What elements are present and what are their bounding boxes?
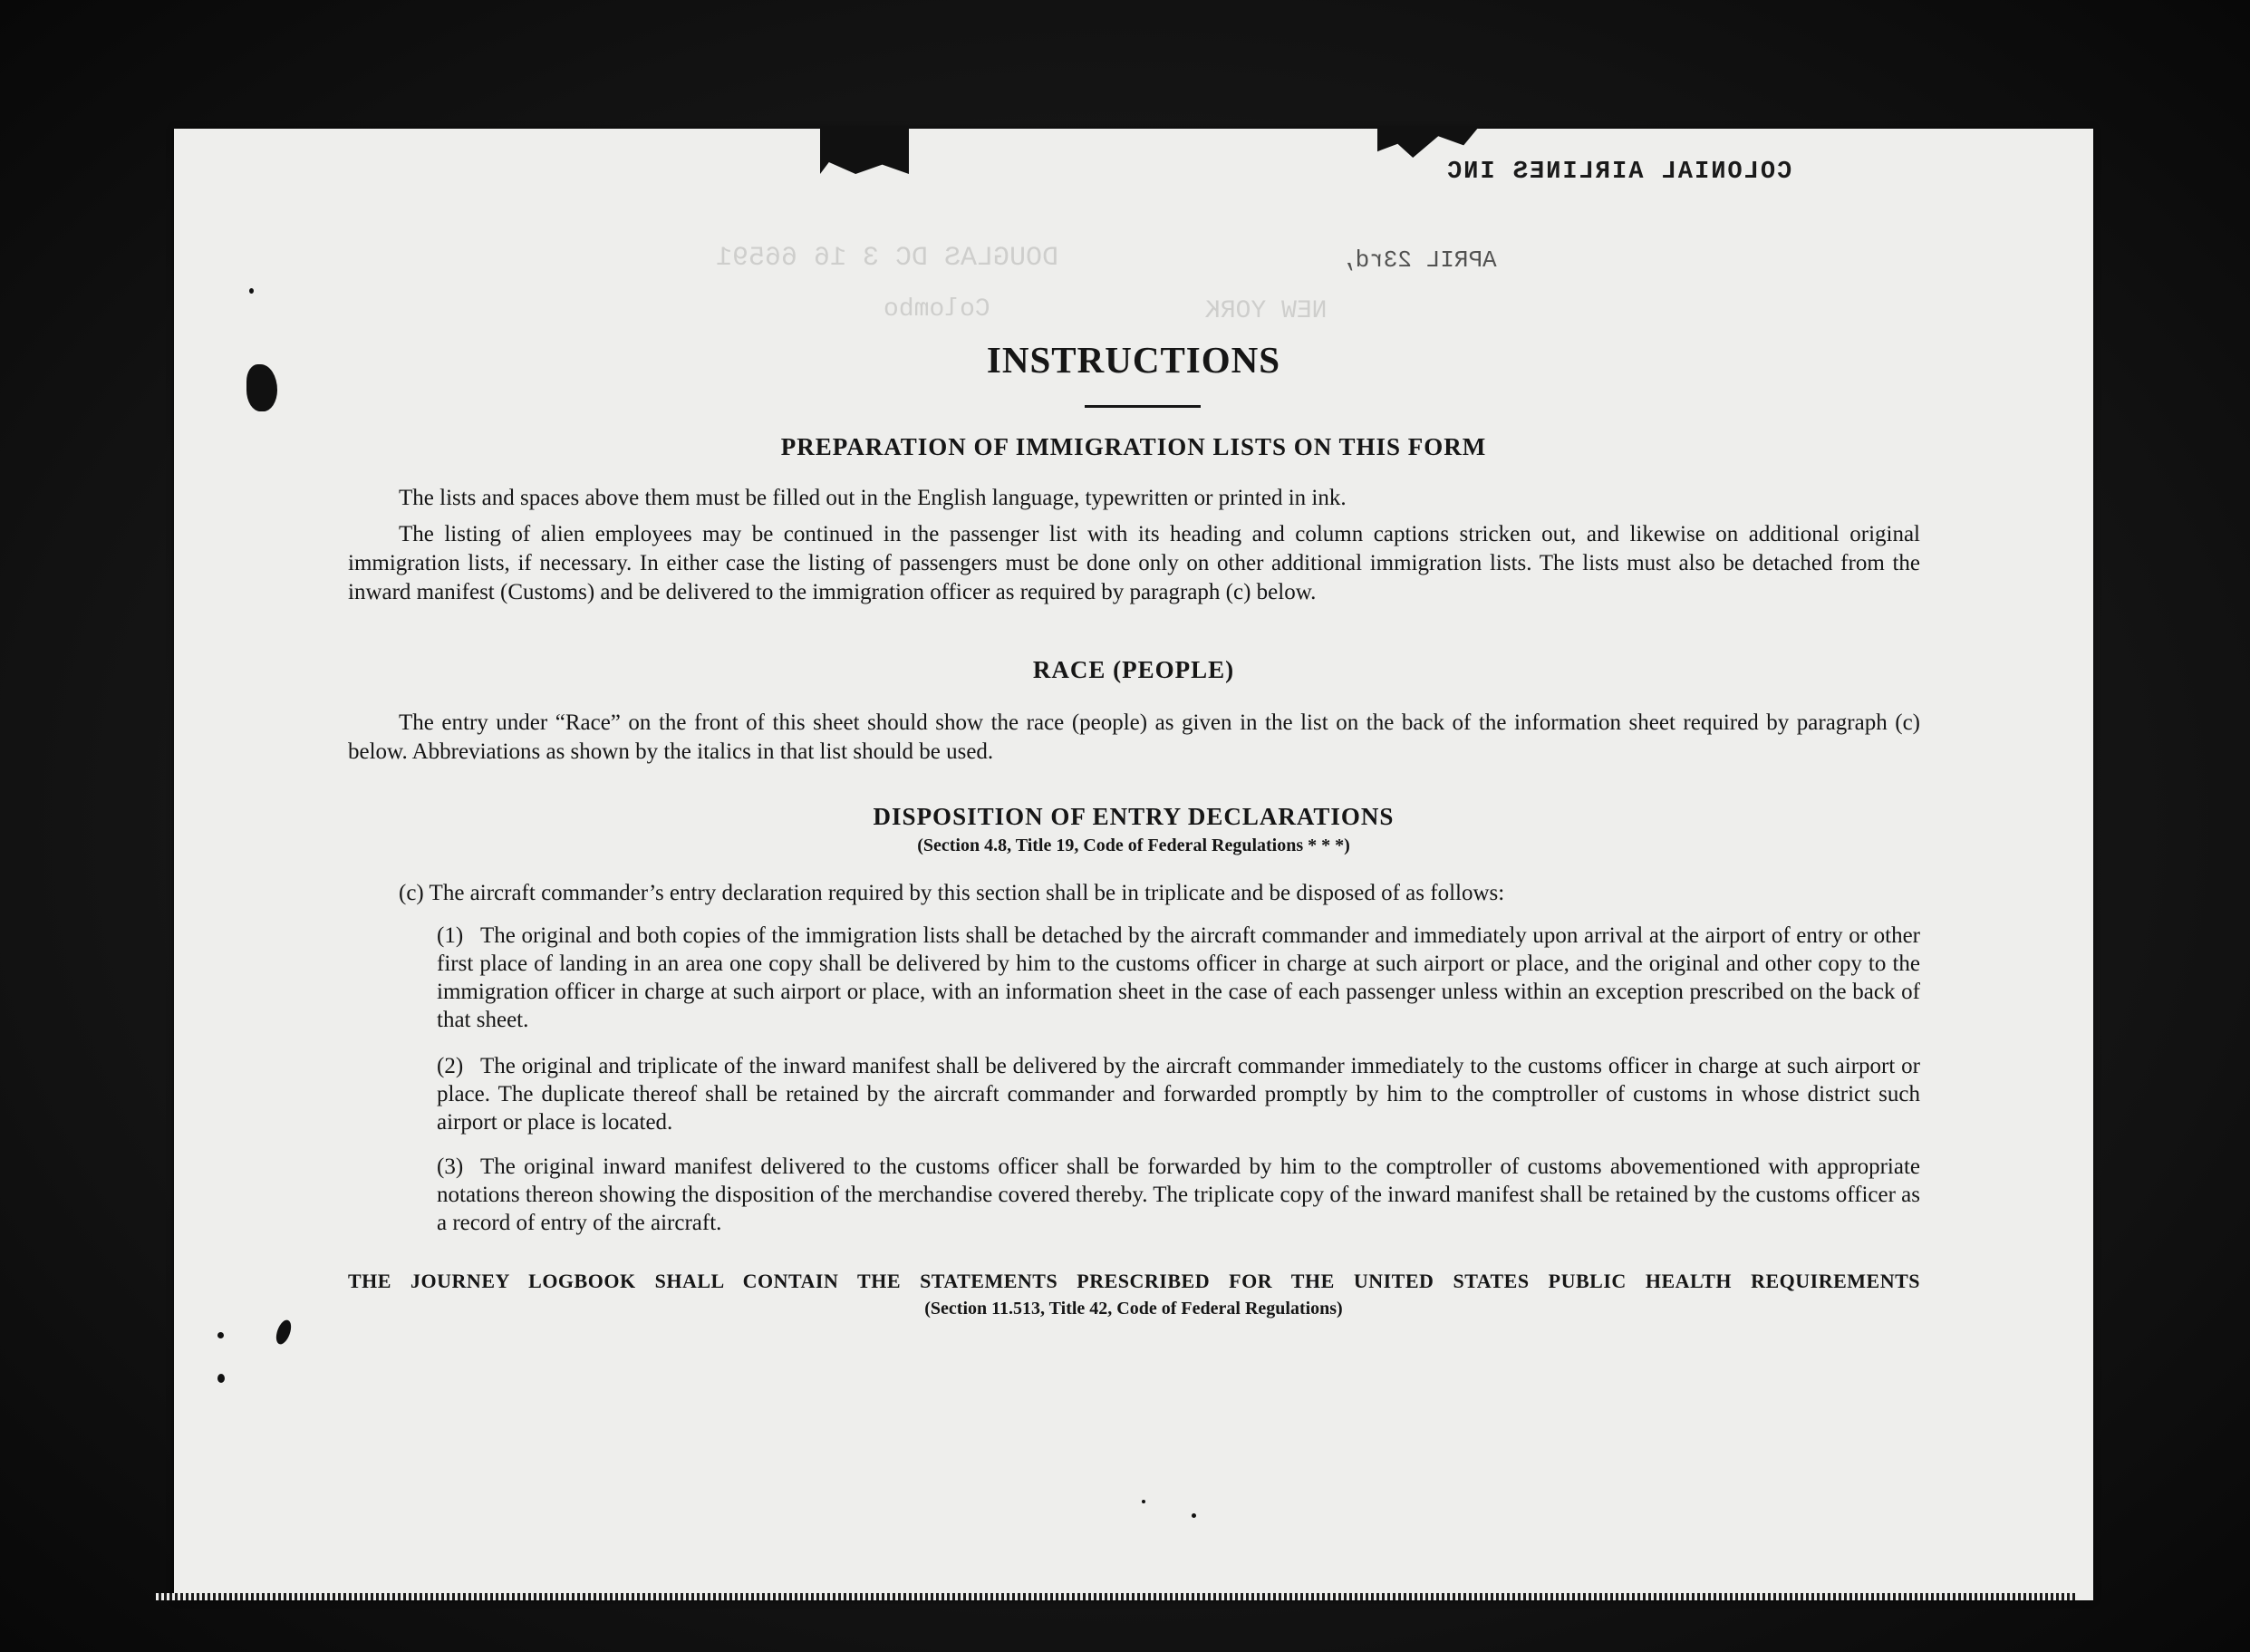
paragraph: The lists and spaces above them must be filled out in the English language, typewritten or printed in ink.: [399, 486, 1347, 510]
section-heading-disposition: DISPOSITION OF ENTRY DECLARATIONS: [873, 803, 1395, 830]
paragraph-intro: (c) The aircraft commander’s entry declaration required by this section shall be in triplicate and be disposed of as follows:: [399, 881, 1505, 905]
instructions-content: [174, 129, 2093, 1600]
page-title: INSTRUCTIONS: [986, 339, 1281, 381]
bleed-through-text: APRIL 23rd,: [1341, 246, 1497, 274]
paragraph: The listing of alien employees may be continued in the passenger list with its heading and column captions stricken out, and likewise on additional original immigration lists, if necessary. In either case the listing of passengers must be done only on other additional immigration lists. The lists must also be detached from the inward manifest (Customs) and be delivered to the immigration officer as required by paragraph (c) below.: [348, 522, 1920, 604]
speck: [217, 1332, 224, 1338]
speck: [217, 1374, 225, 1383]
list-item: [437, 1153, 1920, 1237]
bleed-through-text: NEW YORK: [1205, 297, 1328, 325]
paragraph: The entry under “Race” on the front of this sheet should show the race (people) as given in the list on the back of the information sheet required by paragraph (c) below. Abbreviations as shown by the italics in that list should be used.: [348, 710, 1920, 764]
speck: [249, 288, 254, 294]
bleed-through-text: Colombo: [884, 295, 990, 324]
title-rule: [1085, 405, 1201, 408]
list-item-number: (1): [437, 923, 464, 948]
list-item-text: The original and triplicate of the inward manifest shall be delivered by the aircraft commander immediately to the customs officer in charge at such airport or place. The duplicate thereof shall be retained by the aircraft commander and forwarded promptly by him to the comptroller of customs in whose district such airport or place is located.: [437, 1054, 1920, 1135]
bleed-through-text: DOUGLAS DC 3 16 66591: [716, 243, 1059, 274]
list-item: [437, 1052, 1920, 1136]
section-citation: (Section 4.8, Title 19, Code of Federal Regulations * * *): [917, 836, 1350, 855]
footer-citation: (Section 11.513, Title 42, Code of Federal Regulations): [924, 1299, 1343, 1319]
list-item: [437, 922, 1920, 1034]
speck: [1142, 1500, 1145, 1503]
list-item-text: The original inward manifest delivered to the customs officer shall be forwarded by him to the comptroller of customs abovementioned with appropriate notations thereon showing the disposition of the merchandise covered thereby. The triplicate copy of the inward manifest shall be retained by the customs officer as a record of entry of the aircraft.: [437, 1154, 1920, 1235]
list-item-number: (3): [437, 1154, 464, 1179]
perforated-edge: [156, 1593, 2077, 1600]
section-heading-race: RACE (PEOPLE): [1032, 656, 1235, 683]
speck: [1192, 1513, 1196, 1518]
section-heading-preparation: PREPARATION OF IMMIGRATION LISTS ON THIS FORM: [780, 433, 1487, 460]
list-item-text: The original and both copies of the immigration lists shall be detached by the aircraft commander and immediately upon arrival at the airport of entry or other first place of landing in an area one copy shall be delivered by him to the customs officer in charge at such airport or place, and the original and other copy to the immigration officer in charge at such airport or place, with an information sheet in the case of each passenger unless within an exception prescribed on the back of that sheet.: [437, 923, 1920, 1032]
mirrored-stamp: COLONIAL AIRLINES INC: [1445, 159, 1792, 186]
list-item-number: (2): [437, 1054, 464, 1078]
footer-health-requirements: THE JOURNEY LOGBOOK SHALL CONTAIN THE STATEMENTS PRESCRIBED FOR THE UNITED STATES PUBLIC HEALTH REQUIREMENTS: [348, 1270, 1920, 1292]
